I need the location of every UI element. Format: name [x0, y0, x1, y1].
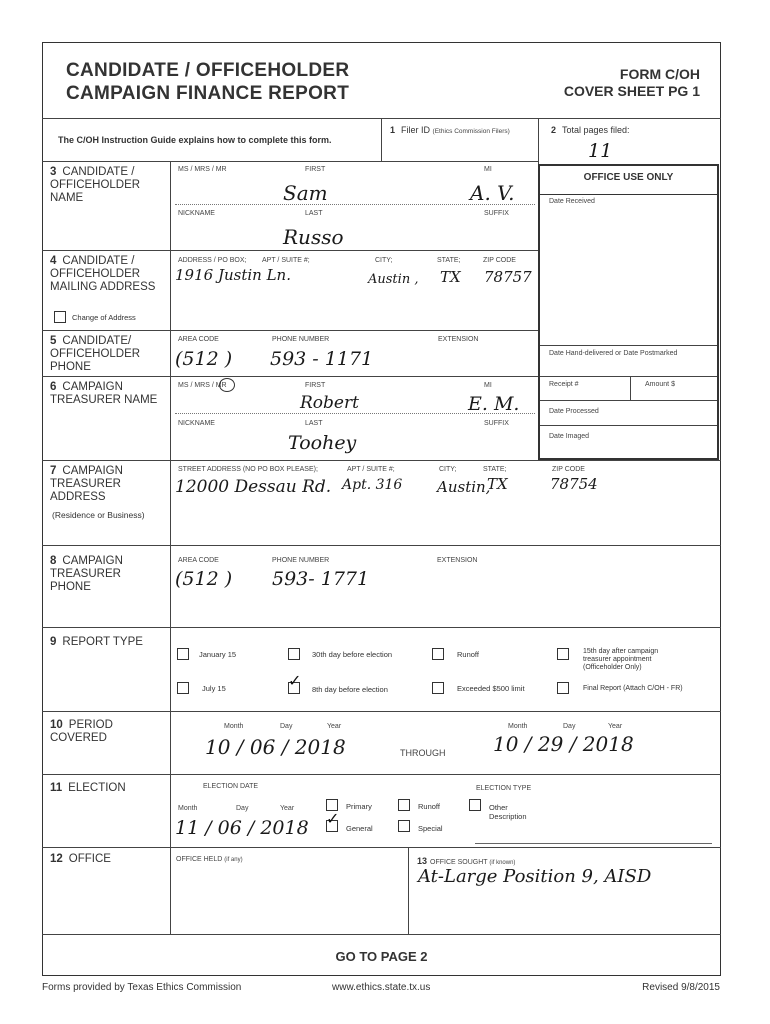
footer-website: www.ethics.state.tx.us	[332, 982, 431, 993]
divider	[540, 376, 717, 377]
change-of-address-label: Change of Address	[72, 313, 136, 322]
nickname-label: NICKNAME	[178, 420, 215, 427]
july-15-label: July 15	[202, 684, 226, 693]
section-3-title: CANDIDATE / OFFICEHOLDER NAME	[50, 166, 141, 204]
extension-label: EXTENSION	[437, 557, 478, 564]
section-8-num: 8	[50, 555, 57, 567]
from-year-label: Year	[327, 723, 342, 730]
final-report-label: Final Report (Attach C/OH - FR)	[583, 685, 683, 692]
day15-line2: treasurer appointment	[583, 656, 652, 663]
amount-label: Amount $	[645, 381, 675, 388]
divider	[540, 194, 717, 195]
state-label: STATE;	[483, 466, 507, 473]
suffix-label: SUFFIX	[484, 420, 509, 427]
footer-left: Forms provided by Texas Ethics Commission	[42, 982, 242, 993]
day30-label: 30th day before election	[312, 650, 393, 659]
divider	[42, 376, 538, 377]
residence-note: (Residence or Business)	[52, 510, 145, 520]
first-label: FIRST	[305, 166, 326, 173]
section-12-label	[50, 853, 111, 866]
divider	[540, 345, 717, 346]
date-processed-label: Date Processed	[549, 408, 599, 415]
divider	[42, 460, 721, 461]
treasurer-area-code[interactable]: (512 )	[175, 568, 233, 590]
phone-number-label: PHONE NUMBER	[272, 336, 330, 343]
date-received-label: Date Received	[549, 198, 595, 205]
office-held-text: OFFICE HELD	[176, 856, 223, 863]
section-4-num: 4	[50, 255, 57, 267]
checkmark-icon: ✓	[326, 811, 340, 828]
divider	[42, 545, 721, 546]
section-10-title: PERIOD COVERED	[50, 719, 113, 744]
runoff-report-label: Runoff	[457, 650, 479, 659]
filer-id-num: 1	[390, 125, 396, 135]
candidate-phone[interactable]: 593 - 1171	[270, 348, 374, 370]
treasurer-street[interactable]: 12000 Dessau Rd.	[175, 477, 332, 497]
date-hand-delivered-label: Date Hand-delivered or Date Postmarked	[549, 350, 678, 357]
office-sought-text: OFFICE SOUGHT	[430, 859, 488, 866]
election-date-label: ELECTION DATE	[203, 783, 259, 790]
runoff-report-checkbox[interactable]	[432, 648, 444, 660]
total-pages-num: 2	[551, 125, 557, 135]
divider	[381, 118, 382, 161]
section-6-num: 6	[50, 381, 57, 393]
treasurer-mi[interactable]: E. M.	[468, 393, 520, 415]
street-label: STREET ADDRESS (NO PO BOX PLEASE);	[178, 466, 318, 473]
section-13-num: 13	[417, 856, 428, 866]
to-day-label: Day	[563, 723, 576, 730]
treasurer-zip[interactable]: 78754	[550, 475, 598, 493]
to-year-label: Year	[608, 723, 623, 730]
treasurer-state[interactable]: TX	[487, 475, 508, 493]
section-3-label	[50, 166, 162, 205]
nickname-label: NICKNAME	[178, 210, 215, 217]
section-6-label	[50, 381, 162, 407]
state-label: STATE;	[437, 257, 461, 264]
divider	[42, 774, 721, 775]
primary-label: Primary	[346, 802, 372, 811]
section-9-num: 9	[50, 636, 57, 648]
filer-id-label	[390, 124, 510, 138]
office-sought-sub: (if known)	[489, 860, 516, 866]
section-7-title: CAMPAIGN TREASURER ADDRESS	[50, 465, 123, 503]
phone-number-label: PHONE NUMBER	[272, 557, 330, 564]
section-8-label	[50, 555, 162, 594]
through-label: THROUGH	[400, 748, 446, 758]
election-date[interactable]: 11 / 06 / 2018	[175, 817, 309, 839]
january-15-checkbox[interactable]	[177, 648, 189, 660]
section-11-num: 11	[50, 782, 63, 794]
total-pages-text: Total pages filed:	[562, 125, 630, 135]
divider	[42, 934, 721, 935]
section-9-label	[50, 636, 162, 649]
instruction-text: The C/OH Instruction Guide explains how to complete this form.	[58, 135, 332, 145]
prefix-label: MS / MRS / MR	[178, 166, 227, 173]
to-month-label: Month	[508, 723, 528, 730]
extension-label: EXTENSION	[438, 336, 479, 343]
day15-line3: (Officeholder Only)	[583, 664, 642, 671]
period-from-date[interactable]: 10 / 06 / 2018	[205, 735, 346, 759]
area-code-label: AREA CODE	[178, 557, 219, 564]
special-checkbox[interactable]	[398, 820, 410, 832]
divider	[538, 118, 539, 164]
election-month-label: Month	[178, 805, 198, 812]
from-month-label: Month	[224, 723, 244, 730]
divider	[42, 847, 721, 848]
office-use-title: OFFICE USE ONLY	[583, 172, 674, 183]
other-description-line	[475, 843, 712, 844]
primary-checkbox[interactable]	[326, 799, 338, 811]
period-to-date[interactable]: 10 / 29 / 2018	[493, 732, 634, 756]
section-4-title: CANDIDATE / OFFICEHOLDER MAILING ADDRESS	[50, 255, 156, 293]
final-report-checkbox[interactable]	[557, 682, 569, 694]
dotted-line	[175, 413, 535, 414]
section-5-title: CANDIDATE/ OFFICEHOLDER PHONE	[50, 335, 141, 373]
section-11-title: ELECTION	[68, 782, 126, 794]
divider	[170, 161, 171, 934]
office-sought-label	[417, 856, 515, 866]
divider	[630, 376, 631, 400]
office-sought-value[interactable]: At-Large Position 9, AISD	[418, 866, 652, 887]
section-12-num: 12	[50, 853, 63, 865]
exceeded-label: Exceeded $500 limit	[457, 684, 525, 693]
other-line1: Other	[489, 803, 508, 812]
divider	[42, 330, 538, 331]
candidate-city[interactable]: Austin ,	[368, 272, 419, 287]
candidate-zip[interactable]: 78757	[484, 268, 532, 286]
address-label: ADDRESS / PO BOX;	[178, 257, 247, 264]
treasurer-city[interactable]: Austin,	[437, 478, 491, 496]
from-day-label: Day	[280, 723, 293, 730]
election-year-label: Year	[280, 805, 295, 812]
other-line2: Description	[489, 812, 527, 821]
office-held-label	[176, 856, 243, 863]
form-title-line1: CANDIDATE / OFFICEHOLDER	[66, 60, 350, 81]
date-imaged-label: Date Imaged	[549, 433, 590, 440]
section-11-label	[50, 782, 126, 795]
total-pages-label	[551, 124, 630, 137]
form-id: FORM C/OH	[619, 66, 700, 82]
section-3-num: 3	[50, 166, 57, 178]
section-9-title: REPORT TYPE	[62, 636, 143, 648]
city-label: CITY;	[375, 257, 393, 264]
go-to-page-2: GO TO PAGE 2	[335, 949, 428, 964]
total-pages-value[interactable]: 11	[588, 140, 613, 162]
election-type-label: ELECTION TYPE	[476, 785, 532, 792]
treasurer-apt[interactable]: Apt. 316	[342, 477, 403, 493]
zip-label: ZIP CODE	[483, 257, 516, 264]
other-checkbox[interactable]	[469, 799, 481, 811]
checkmark-icon: ✓	[288, 673, 302, 690]
day15-checkbox[interactable]	[557, 648, 569, 660]
section-6-title: CAMPAIGN TREASURER NAME	[50, 381, 158, 406]
office-use-box	[538, 164, 719, 460]
july-15-checkbox[interactable]	[177, 682, 189, 694]
divider	[42, 250, 538, 251]
form-title-line2: CAMPAIGN FINANCE REPORT	[66, 83, 350, 104]
treasurer-first-name[interactable]: Robert	[300, 393, 359, 413]
apt-label: APT / SUITE #;	[347, 466, 395, 473]
section-5-label	[50, 335, 162, 374]
candidate-area-code[interactable]: (512 )	[175, 348, 233, 370]
divider	[408, 847, 409, 934]
form-subtitle: COVER SHEET PG 1	[563, 83, 700, 99]
january-15-label: January 15	[199, 650, 237, 659]
first-label: FIRST	[305, 382, 326, 389]
last-label: LAST	[305, 210, 323, 217]
candidate-address[interactable]: 1916 Justin Ln.	[175, 266, 291, 284]
other-label	[489, 803, 527, 821]
section-10-label	[50, 719, 162, 745]
section-7-num: 7	[50, 465, 57, 477]
runoff-election-label: Runoff	[418, 802, 440, 811]
last-label: LAST	[305, 420, 323, 427]
section-4-label	[50, 255, 162, 294]
divider	[42, 627, 721, 628]
section-5-num: 5	[50, 335, 57, 347]
candidate-last-name[interactable]: Russo	[283, 225, 344, 249]
mi-label: MI	[484, 382, 492, 389]
day8-label: 8th day before election	[312, 685, 388, 694]
treasurer-phone[interactable]: 593- 1771	[272, 568, 370, 590]
day15-line1: 15th day after campaign	[583, 648, 659, 655]
dotted-line	[175, 204, 535, 205]
candidate-first-name[interactable]: Sam	[283, 181, 328, 205]
office-held-sub: (if any)	[224, 857, 243, 863]
zip-label: ZIP CODE	[552, 466, 585, 473]
candidate-mi[interactable]: A. V.	[470, 181, 515, 205]
footer-revised: Revised 9/8/2015	[642, 982, 720, 993]
election-day-label: Day	[236, 805, 249, 812]
mi-label: MI	[484, 166, 492, 173]
filer-id-sub: (Ethics Commission Filers)	[432, 128, 510, 135]
runoff-election-checkbox[interactable]	[398, 799, 410, 811]
divider	[540, 400, 717, 401]
section-7-label	[50, 465, 162, 504]
change-of-address-checkbox[interactable]	[54, 311, 66, 323]
day30-checkbox[interactable]	[288, 648, 300, 660]
receipt-label: Receipt #	[549, 381, 579, 388]
divider	[42, 711, 721, 712]
suffix-label: SUFFIX	[484, 210, 509, 217]
day15-label	[583, 648, 658, 672]
divider	[540, 425, 717, 426]
section-10-num: 10	[50, 719, 63, 731]
exceeded-checkbox[interactable]	[432, 682, 444, 694]
general-label: General	[346, 824, 373, 833]
mr-circle	[219, 378, 235, 392]
prefix-label: MS / MRS / MR	[178, 382, 227, 389]
city-label: CITY;	[439, 466, 457, 473]
filer-id-text: Filer ID	[401, 125, 431, 135]
area-code-label: AREA CODE	[178, 336, 219, 343]
candidate-state[interactable]: TX	[440, 268, 461, 286]
section-12-title: OFFICE	[68, 853, 111, 865]
divider	[42, 161, 538, 162]
section-8-title: CAMPAIGN TREASURER PHONE	[50, 555, 123, 593]
special-label: Special	[418, 824, 443, 833]
apt-label: APT / SUITE #;	[262, 257, 310, 264]
treasurer-last-name[interactable]: Toohey	[288, 432, 357, 454]
